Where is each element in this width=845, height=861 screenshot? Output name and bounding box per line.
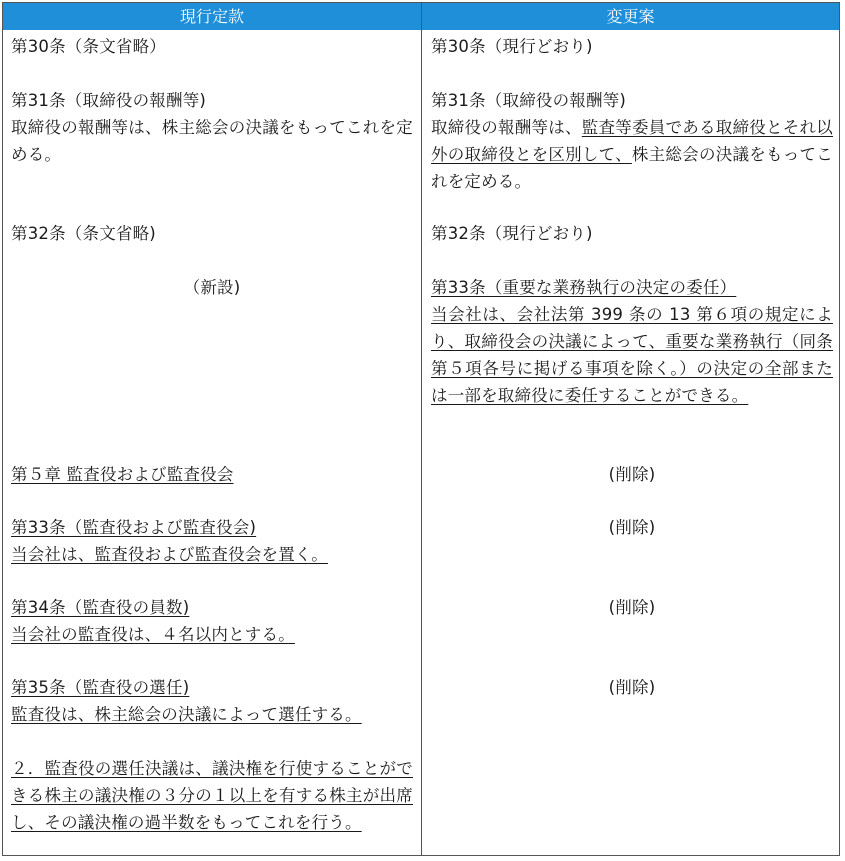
current-new-placeholder: （新設) [183, 278, 241, 297]
current-articles-column [11, 30, 413, 855]
proposed-art31-title: 第31条（取締役の報酬等) [431, 91, 627, 110]
proposed-art31-body-added: 監査等委員である取締役とそれ以外の取締役とを区別して、 [431, 118, 833, 164]
current-art35-body1: 監査役は、株主総会の決議によって選任する。 [11, 705, 362, 724]
header-proposed-changes: 変更案 [606, 7, 655, 26]
header-current-articles: 現行定款 [179, 7, 244, 26]
current-art35-title: 第35条（監査役の選任) [11, 678, 190, 697]
current-chapter5-heading: 第５章 監査役および監査役会 [11, 465, 234, 484]
current-art34-body: 当会社の監査役は、４名以内とする。 [11, 625, 295, 644]
current-art33-title: 第33条（監査役および監査役会) [11, 518, 257, 537]
current-art34-title: 第34条（監査役の員数) [11, 598, 190, 617]
proposed-art33-body: 当会社は、会社法第 399 条の 13 第６項の規定により、取締役会の決議によって、重要な業務執行（同条第５項各号に掲げる事項を除く。）の決定の全部または一部を取締役に委任することができる。 [431, 305, 833, 405]
proposed-art31-body-lead: 取締役の報酬等は、 [431, 118, 582, 137]
proposed-art30: 第30条（現行どおり) [431, 37, 593, 56]
proposed-art33-title: 第33条（重要な業務執行の決定の委任） [431, 278, 737, 297]
proposed-art31-body-tail: 株主総会の決議をもってこれを定める。 [431, 145, 833, 191]
column-divider [421, 3, 422, 855]
proposed-art32: 第32条（現行どおり) [431, 224, 593, 243]
current-art32: 第32条（条文省略) [11, 224, 156, 243]
proposed-changes-column [431, 30, 833, 855]
proposed-deleted-chapter5: (削除) [608, 465, 656, 484]
proposed-art31-body [431, 114, 833, 195]
proposed-deleted-art33: (削除) [608, 518, 656, 537]
current-art30: 第30条（条文省略） [11, 37, 166, 56]
current-art33-body: 当会社は、監査役および監査役会を置く。 [11, 545, 328, 564]
current-art31-title: 第31条（取締役の報酬等) [11, 91, 207, 110]
current-art35-body2: ２．監査役の選任決議は、議決権を行使することができる株主の議決権の３分の１以上を有する株主が出席し、その議決権の過半数をもってこれを行う。 [11, 759, 413, 832]
proposed-deleted-art35: (削除) [608, 678, 656, 697]
comparison-table [2, 2, 840, 856]
proposed-deleted-art34: (削除) [608, 598, 656, 617]
current-art31-body: 取締役の報酬等は、株主総会の決議をもってこれを定める。 [11, 118, 413, 164]
